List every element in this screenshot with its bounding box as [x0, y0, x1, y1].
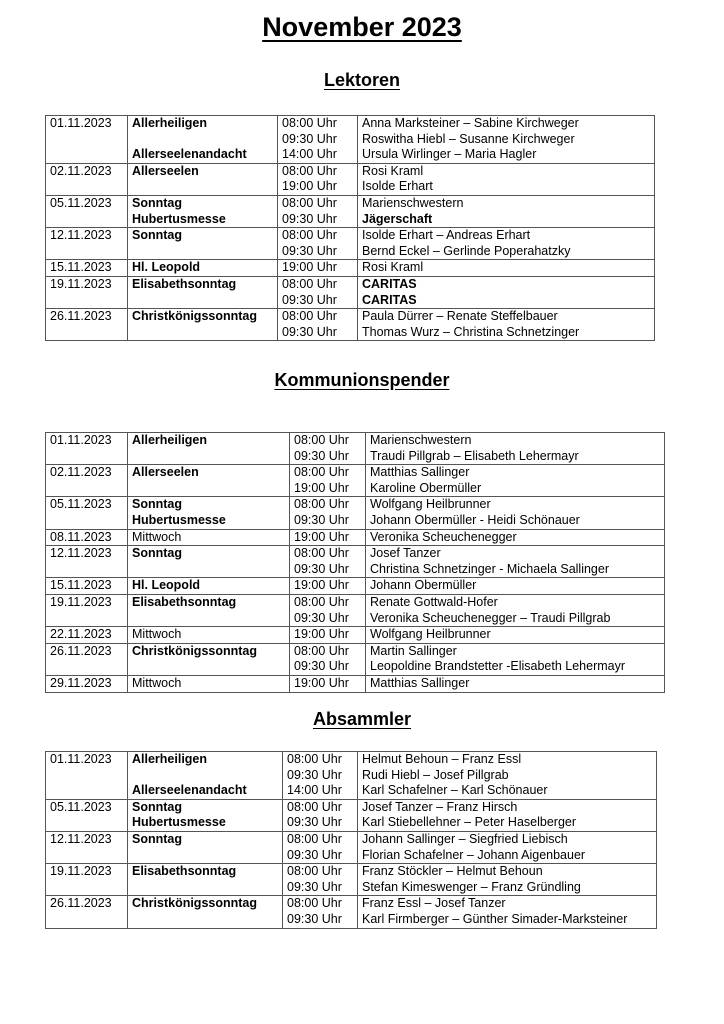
occasion-label: Allerseelen — [132, 465, 199, 480]
occasion-cell — [128, 643, 290, 675]
names-cell — [366, 465, 665, 497]
time-value: 08:00 Uhr — [294, 465, 349, 480]
occasion-label: Sonntag — [132, 195, 182, 210]
assigned-names: CARITAS — [362, 292, 417, 307]
occasion-label — [132, 768, 278, 784]
assigned-names: Josef Tanzer – Franz Hirsch — [362, 799, 518, 814]
time-value: 09:30 Uhr — [294, 512, 349, 527]
occasion-label: Hubertusmesse — [132, 211, 226, 226]
occasion-cell — [128, 799, 283, 831]
time-cell — [290, 546, 366, 578]
date-cell: 19.11.2023 — [46, 864, 128, 896]
assigned-names: Karl Firmberger – Günther Simader-Marksteiner — [362, 911, 628, 926]
names-cell — [366, 497, 665, 529]
occasion-label: Elisabethsonntag — [132, 276, 237, 291]
date-cell: 01.11.2023 — [46, 752, 128, 800]
time-value: 08:00 Uhr — [287, 864, 342, 879]
assigned-names: Wolfgang Heilbrunner — [370, 627, 491, 642]
names-cell — [358, 163, 655, 195]
assigned-names: Traudi Pillgrab – Elisabeth Lehermayr — [370, 448, 579, 463]
table-row — [46, 276, 655, 308]
occasion-label: Hubertusmesse — [132, 512, 226, 527]
time-cell — [290, 433, 366, 465]
assigned-names: Christina Schnetzinger - Michaela Sallinger — [370, 561, 610, 576]
table-row — [46, 116, 655, 164]
assigned-names: Isolde Erhart — [362, 179, 433, 194]
time-value: 08:00 Uhr — [282, 116, 337, 130]
time-cell — [278, 276, 358, 308]
time-cell — [290, 578, 366, 595]
date-cell: 22.11.2023 — [46, 627, 128, 644]
assigned-names: Marienschwestern — [370, 433, 472, 447]
occasion-label: Christkönigssonntag — [132, 643, 258, 658]
occasion-cell — [128, 546, 290, 578]
time-cell — [278, 260, 358, 277]
table-row — [46, 433, 665, 465]
assigned-names: Matthias Sallinger — [370, 675, 470, 690]
occasion-cell — [128, 465, 290, 497]
date-cell: 01.11.2023 — [46, 433, 128, 465]
date-cell: 08.11.2023 — [46, 529, 128, 546]
names-cell — [358, 260, 655, 277]
names-cell — [358, 116, 655, 164]
table-row — [46, 195, 655, 227]
names-cell — [366, 529, 665, 546]
table-row — [46, 831, 657, 863]
occasion-cell — [128, 578, 290, 595]
table-row — [46, 643, 665, 675]
occasion-cell — [128, 433, 290, 465]
time-value: 08:00 Uhr — [282, 228, 337, 243]
names-cell — [358, 309, 655, 341]
assigned-names: Wolfgang Heilbrunner — [370, 497, 491, 512]
occasion-cell — [128, 260, 278, 277]
occasion-cell — [128, 163, 278, 195]
time-cell — [290, 627, 366, 644]
occasion-label: Sonntag — [132, 831, 182, 846]
table-row — [46, 594, 665, 626]
time-value: 09:30 Uhr — [287, 767, 342, 782]
occasion-label: Sonntag — [132, 799, 182, 814]
assigned-names: Veronika Scheuchenegger — [370, 529, 517, 544]
occasion-cell — [128, 896, 283, 928]
assigned-names: Thomas Wurz – Christina Schnetzinger — [362, 324, 580, 339]
schedule-table-lektoren — [45, 115, 655, 341]
time-value: 19:00 Uhr — [282, 179, 337, 194]
names-cell — [366, 546, 665, 578]
names-cell — [366, 675, 665, 692]
names-cell — [366, 433, 665, 465]
time-value: 09:30 Uhr — [282, 324, 337, 339]
date-cell: 19.11.2023 — [46, 276, 128, 308]
occasion-cell — [128, 627, 290, 644]
names-cell — [358, 195, 655, 227]
names-cell — [366, 643, 665, 675]
table-row — [46, 228, 655, 260]
time-value: 08:00 Uhr — [287, 896, 342, 911]
occasion-label: Christkönigssonntag — [132, 896, 258, 911]
assigned-names: Ursula Wirlinger – Maria Hagler — [362, 147, 537, 162]
assigned-names: Marienschwestern — [362, 195, 464, 210]
time-value: 09:30 Uhr — [294, 561, 349, 576]
occasion-cell — [128, 831, 283, 863]
occasion-cell — [128, 529, 290, 546]
date-cell: 12.11.2023 — [46, 546, 128, 578]
assigned-names: Karoline Obermüller — [370, 480, 482, 495]
time-value: 09:30 Uhr — [287, 911, 342, 926]
occasion-label: Hl. Leopold — [132, 578, 201, 593]
assigned-names: Johann Sallinger – Siegfried Liebisch — [362, 831, 568, 846]
time-value: 08:00 Uhr — [287, 799, 342, 814]
table-row — [46, 675, 665, 692]
assigned-names: Johann Obermüller - Heidi Schönauer — [370, 512, 580, 527]
section-title-kommunionspender: Kommunionspender — [274, 370, 450, 390]
assigned-names: Franz Stöckler – Helmut Behoun — [362, 864, 543, 879]
time-value: 19:00 Uhr — [294, 529, 349, 544]
occasion-label: Mittwoch — [132, 529, 182, 544]
table-row — [46, 627, 665, 644]
names-cell — [358, 864, 657, 896]
time-value: 19:00 Uhr — [282, 260, 337, 275]
assigned-names: Anna Marksteiner – Sabine Kirchweger — [362, 116, 579, 130]
occasion-label — [132, 132, 273, 148]
table-row — [46, 309, 655, 341]
time-value: 14:00 Uhr — [282, 147, 337, 162]
time-cell — [278, 309, 358, 341]
assigned-names: Rudi Hiebl – Josef Pillgrab — [362, 767, 509, 782]
assigned-names: Karl Stiebellehner – Peter Haselberger — [362, 815, 577, 830]
assigned-names: Isolde Erhart – Andreas Erhart — [362, 228, 531, 243]
time-value: 19:00 Uhr — [294, 578, 349, 593]
table-row — [46, 163, 655, 195]
time-cell — [283, 752, 358, 800]
date-cell: 26.11.2023 — [46, 643, 128, 675]
time-cell — [290, 497, 366, 529]
assigned-names: Johann Obermüller — [370, 578, 477, 593]
date-cell: 02.11.2023 — [46, 163, 128, 195]
table-row — [46, 896, 657, 928]
occasion-label: Allerheiligen — [132, 752, 208, 766]
occasion-cell — [128, 228, 278, 260]
time-cell — [278, 163, 358, 195]
occasion-label: Mittwoch — [132, 675, 182, 690]
occasion-cell — [128, 195, 278, 227]
time-value: 14:00 Uhr — [287, 783, 342, 798]
assigned-names: Karl Schafelner – Karl Schönauer — [362, 783, 548, 798]
time-value: 19:00 Uhr — [294, 627, 349, 642]
table-row — [46, 546, 665, 578]
date-cell: 26.11.2023 — [46, 309, 128, 341]
time-cell — [278, 228, 358, 260]
assigned-names: Matthias Sallinger — [370, 465, 470, 480]
occasion-label: Sonntag — [132, 228, 182, 243]
time-value: 09:30 Uhr — [294, 610, 349, 625]
assigned-names: Paula Dürrer – Renate Steffelbauer — [362, 309, 558, 324]
time-value: 09:30 Uhr — [282, 292, 337, 307]
assigned-names: Stefan Kimeswenger – Franz Gründling — [362, 879, 581, 894]
time-value: 09:30 Uhr — [287, 879, 342, 894]
table-row — [46, 529, 665, 546]
date-cell: 05.11.2023 — [46, 799, 128, 831]
date-cell: 26.11.2023 — [46, 896, 128, 928]
names-cell — [366, 594, 665, 626]
occasion-label: Allerseelenandacht — [132, 147, 247, 162]
time-cell — [290, 675, 366, 692]
time-value: 08:00 Uhr — [282, 195, 337, 210]
occasion-label: Hl. Leopold — [132, 260, 201, 275]
schedule-table-absammler — [45, 751, 657, 929]
names-cell — [358, 752, 657, 800]
table-row — [46, 578, 665, 595]
time-value: 08:00 Uhr — [287, 752, 342, 766]
assigned-names: Jägerschaft — [362, 211, 433, 226]
names-cell — [366, 578, 665, 595]
time-cell — [290, 529, 366, 546]
time-value: 08:00 Uhr — [294, 546, 349, 561]
assigned-names: Leopoldine Brandstetter -Elisabeth Lehermayr — [370, 659, 626, 674]
schedule-table-kommunionspender — [45, 432, 665, 693]
time-cell — [283, 864, 358, 896]
names-cell — [358, 799, 657, 831]
names-cell — [358, 228, 655, 260]
assigned-names: Veronika Scheuchenegger – Traudi Pillgrab — [370, 610, 611, 625]
occasion-label: Elisabethsonntag — [132, 864, 237, 879]
occasion-label: Christkönigssonntag — [132, 309, 258, 324]
occasion-cell — [128, 309, 278, 341]
time-value: 08:00 Uhr — [282, 163, 337, 178]
time-value: 09:30 Uhr — [282, 243, 337, 258]
occasion-label: Allerheiligen — [132, 116, 208, 130]
time-value: 19:00 Uhr — [294, 480, 349, 495]
assigned-names: Rosi Kraml — [362, 163, 424, 178]
date-cell: 05.11.2023 — [46, 195, 128, 227]
date-cell: 29.11.2023 — [46, 675, 128, 692]
time-cell — [290, 643, 366, 675]
names-cell — [358, 276, 655, 308]
occasion-cell — [128, 864, 283, 896]
assigned-names: Roswitha Hiebl – Susanne Kirchweger — [362, 131, 575, 146]
table-row — [46, 799, 657, 831]
time-value: 08:00 Uhr — [287, 831, 342, 846]
table-row — [46, 864, 657, 896]
time-value: 08:00 Uhr — [294, 497, 349, 512]
occasion-label: Allerheiligen — [132, 433, 208, 447]
assigned-names: Helmut Behoun – Franz Essl — [362, 752, 522, 766]
page-title: November 2023 — [262, 12, 462, 42]
date-cell: 12.11.2023 — [46, 228, 128, 260]
names-cell — [358, 831, 657, 863]
date-cell: 19.11.2023 — [46, 594, 128, 626]
occasion-label: Hubertusmesse — [132, 815, 226, 830]
table-row — [46, 752, 657, 800]
occasion-cell — [128, 116, 278, 164]
time-value: 09:30 Uhr — [294, 659, 349, 674]
time-cell — [278, 195, 358, 227]
time-value: 09:30 Uhr — [287, 847, 342, 862]
time-value: 09:30 Uhr — [287, 815, 342, 830]
time-value: 08:00 Uhr — [294, 594, 349, 609]
time-value: 09:30 Uhr — [282, 131, 337, 146]
assigned-names: CARITAS — [362, 276, 417, 291]
date-cell: 02.11.2023 — [46, 465, 128, 497]
assigned-names: Martin Sallinger — [370, 643, 457, 658]
table-row — [46, 497, 665, 529]
occasion-label: Sonntag — [132, 497, 182, 512]
occasion-cell — [128, 752, 283, 800]
assigned-names: Bernd Eckel – Gerlinde Poperahatzky — [362, 243, 571, 258]
section-title-absammler: Absammler — [312, 709, 412, 729]
assigned-names: Rosi Kraml — [362, 260, 424, 275]
occasion-cell — [128, 594, 290, 626]
date-cell: 15.11.2023 — [46, 260, 128, 277]
time-cell — [283, 896, 358, 928]
time-value: 19:00 Uhr — [294, 675, 349, 690]
occasion-label: Allerseelen — [132, 163, 199, 178]
names-cell — [366, 627, 665, 644]
time-cell — [278, 116, 358, 164]
occasion-label: Mittwoch — [132, 627, 182, 642]
occasion-label: Allerseelenandacht — [132, 783, 247, 798]
time-value: 08:00 Uhr — [282, 309, 337, 324]
date-cell: 12.11.2023 — [46, 831, 128, 863]
occasion-label: Elisabethsonntag — [132, 594, 237, 609]
time-value: 09:30 Uhr — [282, 211, 337, 226]
assigned-names: Renate Gottwald-Hofer — [370, 594, 498, 609]
assigned-names: Josef Tanzer — [370, 546, 441, 561]
names-cell — [358, 896, 657, 928]
occasion-cell — [128, 675, 290, 692]
time-value: 08:00 Uhr — [294, 433, 349, 447]
time-cell — [283, 799, 358, 831]
time-value: 08:00 Uhr — [294, 643, 349, 658]
table-row — [46, 260, 655, 277]
time-cell — [290, 594, 366, 626]
occasion-cell — [128, 497, 290, 529]
time-cell — [290, 465, 366, 497]
section-title-lektoren: Lektoren — [323, 70, 401, 90]
table-row — [46, 465, 665, 497]
date-cell: 05.11.2023 — [46, 497, 128, 529]
occasion-label: Sonntag — [132, 546, 182, 561]
date-cell: 01.11.2023 — [46, 116, 128, 164]
assigned-names: Florian Schafelner – Johann Aigenbauer — [362, 847, 586, 862]
time-value: 08:00 Uhr — [282, 276, 337, 291]
assigned-names: Franz Essl – Josef Tanzer — [362, 896, 506, 911]
occasion-cell — [128, 276, 278, 308]
time-cell — [283, 831, 358, 863]
time-value: 09:30 Uhr — [294, 448, 349, 463]
date-cell: 15.11.2023 — [46, 578, 128, 595]
